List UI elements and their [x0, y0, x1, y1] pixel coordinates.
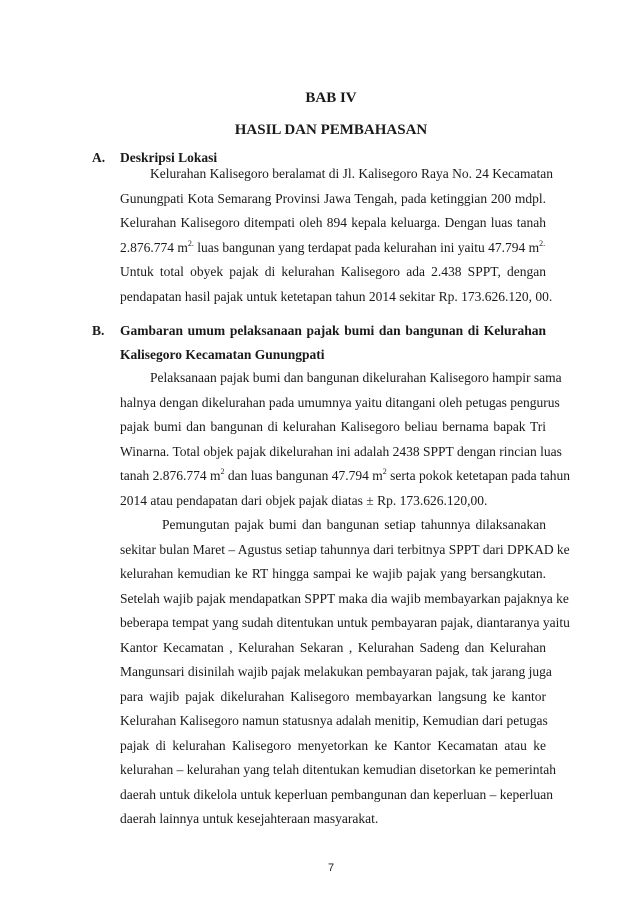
paragraph-line: Setelah wajib pajak mendapatkan SPPT maka dia wajib membayarkan pajaknya ke — [120, 590, 569, 606]
land-area-text: 2.876.774 m — [120, 239, 188, 255]
page-number: 7 — [327, 862, 335, 874]
paragraph-line: Kantor Kecamatan , Kelurahan Sekaran , Kelurahan Sadeng dan Kelurahan — [120, 639, 546, 655]
paragraph-line — [120, 236, 546, 261]
section-b-paragraph-1 — [120, 366, 571, 513]
chapter-number: BAB IV — [305, 90, 357, 106]
paragraph-line: kelurahan kemudian ke RT hingga sampai ke wajib pajak yang bersangkutan. — [120, 566, 546, 581]
land-area-text: tanah 2.876.774 m — [120, 468, 221, 483]
paragraph-line: para wajib pajak dikelurahan Kalisegoro membayarkan langsung ke kantor — [120, 688, 546, 704]
section-b-paragraph-2 — [120, 513, 570, 832]
section-a-paragraph — [120, 162, 553, 309]
paragraph-line: Mangunsari disinilah wajib pajak melakukan pembayaran pajak, tak jarang juga — [120, 664, 552, 679]
section-b-title-line1: Gambaran umum pelaksanaan pajak bumi dan bangunan di Kelurahan — [120, 323, 546, 338]
paragraph-line: Kelurahan Kalisegoro beralamat di Jl. Kalisegoro Raya No. 24 Kecamatan — [150, 166, 553, 181]
paragraph-line: halnya dengan dikelurahan pada umumnya yaitu ditangani oleh petugas pengurus — [120, 394, 560, 410]
paragraph-line: sekitar bulan Maret – Agustus setiap tahunnya dari terbitnya SPPT dari DPKAD ke — [120, 541, 570, 557]
building-area-text: dan luas bangunan 47.794 m — [224, 468, 383, 483]
paragraph-line: Gunungpati Kota Semarang Provinsi Jawa Tengah, pada ketinggian 200 mdpl. — [120, 190, 546, 206]
paragraph-line: Winarna. Total objek pajak dikelurahan ini adalah 2438 SPPT dengan rincian luas — [120, 443, 562, 459]
superscript: 2 — [382, 467, 387, 476]
section-a-letter: A. — [92, 150, 106, 165]
paragraph-line: pajak bumi dan bangunan di kelurahan Kalisegoro beliau bernama bapak Tri — [120, 419, 546, 434]
paragraph-line: Kelurahan Kalisegoro namun statusnya adalah menitip, Kemudian dari petugas — [120, 713, 548, 728]
paragraph-line: kelurahan – kelurahan yang telah ditentukan kemudian disetorkan ke pemerintah — [120, 762, 556, 777]
paragraph-line: daerah lainnya untuk kesejahteraan masyarakat. — [120, 811, 379, 826]
section-b-title-line2: Kalisegoro Kecamatan Gunungpati — [120, 347, 325, 362]
paragraph-line — [120, 464, 571, 489]
paragraph-line: beberapa tempat yang sudah ditentukan untuk pembayaran pajak, diantaranya yaitu — [120, 615, 570, 630]
section-b-letter: B. — [92, 323, 105, 338]
paragraph-line: Pemungutan pajak bumi dan bangunan setiap tahunnya dilaksanakan — [162, 517, 546, 532]
paragraph-line: 2014 atau pendapatan dari objek pajak diatas ± Rp. 173.626.120,00. — [120, 492, 488, 508]
building-area-text: luas bangunan yang terdapat pada kelurahan ini yaitu 47.794 m — [193, 239, 540, 255]
section-a-title: Deskripsi Lokasi — [120, 150, 218, 165]
paragraph-line: daerah untuk dikelola untuk keperluan pembangunan dan keperluan – keperluan — [120, 786, 553, 802]
paragraph-line: pendapatan hasil pajak untuk ketetapan tahun 2014 sekitar Rp. 173.626.120, 00. — [120, 288, 553, 304]
superscript: 2. — [539, 238, 546, 248]
paragraph-line: Untuk total obyek pajak di kelurahan Kalisegoro ada 2.438 SPPT, dengan — [120, 264, 546, 279]
tax-basis-text: serta pokok ketetapan pada tahun — [386, 468, 571, 483]
superscript: 2. — [187, 238, 194, 248]
paragraph-line: Pelaksanaan pajak bumi dan bangunan dikelurahan Kalisegoro hampir sama — [150, 370, 562, 385]
paragraph-line: Kelurahan Kalisegoro ditempati oleh 894 kepala keluarga. Dengan luas tanah — [120, 215, 546, 230]
superscript: 2 — [220, 467, 225, 476]
chapter-title: HASIL DAN PEMBAHASAN — [234, 122, 428, 138]
paragraph-line: pajak di kelurahan Kalisegoro menyetorkan ke Kantor Kecamatan atau ke — [120, 737, 546, 753]
